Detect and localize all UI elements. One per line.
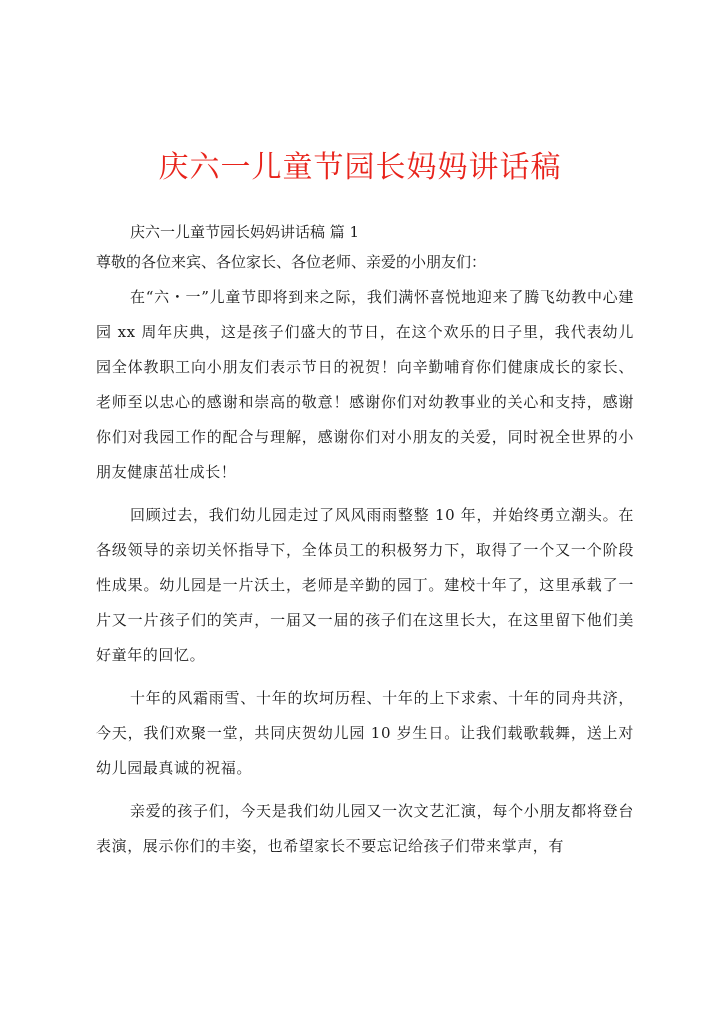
paragraph-2: 回顾过去，我们幼儿园走过了风风雨雨整整 10 年，并始终勇立潮头。在各级领导的亲切关怀指导下，全体员工的积极努力下，取得了一个又一个阶段性成果。幼儿园是一片沃土，老师是辛勤的园丁。建校十年了，这里承载了一片又一片孩子们的笑声，一届又一届的孩子们在这里长大，在这里留下他们美好童年的回忆。 — [96, 506, 634, 664]
document-subtitle: 庆六一儿童节园长妈妈讲话稿 篇 1 — [130, 223, 360, 241]
document-body — [96, 218, 634, 872]
paragraph-3: 十年的风霜雨雪、十年的坎坷历程、十年的上下求索、十年的同舟共济，今天，我们欢聚一堂，共同庆贺幼儿园 10 岁生日。让我们载歌载舞，送上对幼儿园最真诚的祝福。 — [96, 689, 634, 777]
greeting-line: 尊敬的各位来宾、各位家长、各位老师、亲爱的小朋友们： — [96, 253, 487, 271]
paragraph-1: 在“六・一”儿童节即将到来之际，我们满怀喜悦地迎来了腾飞幼教中心建园 xx 周年庆典，这是孩子们盛大的节日，在这个欢乐的日子里，我代表幼儿园全体教职工向小朋友们表示节日的祝贺！向辛勤哺育你们健康成长的家长、老师至以忠心的感谢和崇高的敬意！感谢你们对幼教事业的关心和支持，感谢你们对我园工作的配合与理解，感谢你们对小朋友的关爱，同时祝全世界的小朋友健康茁壮成长！ — [96, 288, 634, 481]
document-title: 庆六一儿童节园长妈妈讲话稿 — [158, 150, 562, 185]
paragraph-4: 亲爱的孩子们，今天是我们幼儿园又一次文艺汇演，每个小朋友都将登台表演，展示你们的丰姿，也希望家长不要忘记给孩子们带来掌声，有 — [96, 802, 634, 855]
